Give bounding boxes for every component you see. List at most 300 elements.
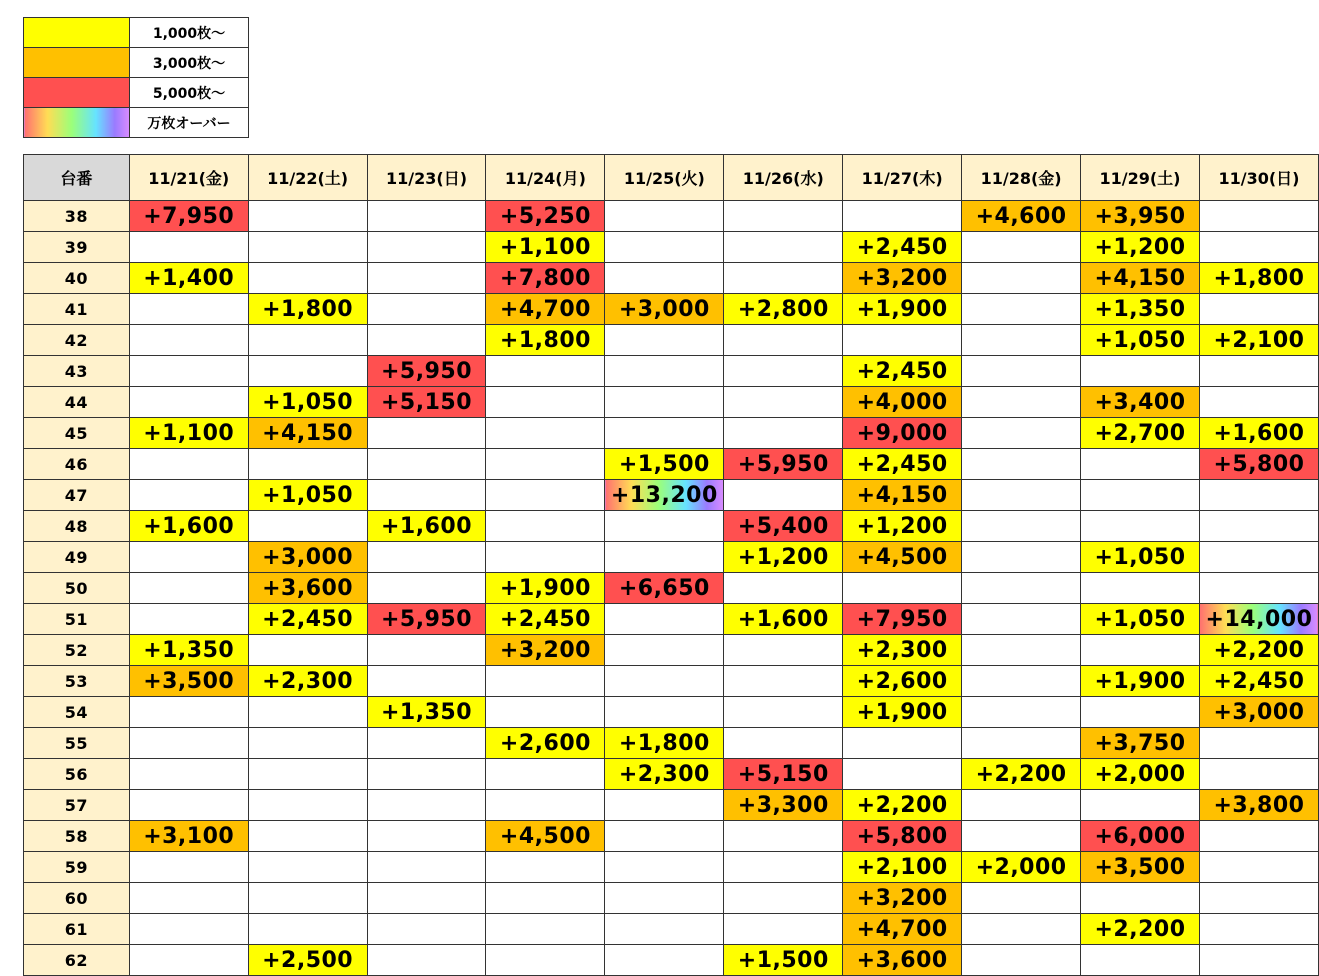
result-cell <box>367 232 486 263</box>
result-cell <box>843 325 962 356</box>
result-cell: +1,900 <box>1081 666 1200 697</box>
table-row <box>24 232 1319 263</box>
result-cell <box>724 263 843 294</box>
result-cell <box>962 883 1081 914</box>
machine-number: 40 <box>24 263 130 294</box>
result-cell <box>1081 697 1200 728</box>
result-cell <box>724 573 843 604</box>
result-cell <box>1199 511 1318 542</box>
result-cell <box>1199 356 1318 387</box>
result-cell: +3,950 <box>1081 201 1200 232</box>
result-cell <box>962 232 1081 263</box>
result-cell <box>248 759 367 790</box>
result-cell <box>724 325 843 356</box>
legend-label-5000: 5,000枚～ <box>130 78 249 108</box>
table-row <box>24 418 1319 449</box>
result-cell <box>486 387 605 418</box>
result-cell: +1,800 <box>605 728 724 759</box>
result-cell <box>605 263 724 294</box>
result-cell <box>486 914 605 945</box>
result-cell: +3,000 <box>605 294 724 325</box>
machine-number: 57 <box>24 790 130 821</box>
result-cell <box>486 666 605 697</box>
result-cell <box>605 945 724 976</box>
result-cell <box>248 232 367 263</box>
result-cell <box>367 480 486 511</box>
result-cell <box>1081 511 1200 542</box>
result-cell <box>724 387 843 418</box>
result-cell: +1,050 <box>248 480 367 511</box>
result-cell <box>962 263 1081 294</box>
result-cell <box>605 387 724 418</box>
result-cell: +1,600 <box>1199 418 1318 449</box>
result-cell: +5,150 <box>367 387 486 418</box>
result-cell: +2,600 <box>843 666 962 697</box>
result-cell: +2,450 <box>1199 666 1318 697</box>
result-cell <box>962 728 1081 759</box>
result-cell: +2,000 <box>962 852 1081 883</box>
result-cell <box>129 542 248 573</box>
result-cell <box>724 852 843 883</box>
result-cell: +1,100 <box>129 418 248 449</box>
result-cell: +1,200 <box>724 542 843 573</box>
result-cell <box>605 418 724 449</box>
date-header: 11/21(金) <box>129 155 248 201</box>
result-cell <box>724 356 843 387</box>
machine-number: 58 <box>24 821 130 852</box>
result-cell: +3,400 <box>1081 387 1200 418</box>
result-cell: +2,100 <box>1199 325 1318 356</box>
result-cell <box>724 697 843 728</box>
results-table <box>23 154 1319 976</box>
result-cell: +2,600 <box>486 728 605 759</box>
result-cell <box>248 511 367 542</box>
date-header: 11/29(土) <box>1081 155 1200 201</box>
machine-number: 38 <box>24 201 130 232</box>
result-cell <box>843 759 962 790</box>
machine-number: 51 <box>24 604 130 635</box>
result-cell <box>248 821 367 852</box>
result-cell <box>248 852 367 883</box>
result-cell <box>129 604 248 635</box>
result-cell <box>962 666 1081 697</box>
machine-number: 61 <box>24 914 130 945</box>
machine-number: 41 <box>24 294 130 325</box>
table-row <box>24 325 1319 356</box>
legend-swatch-10000 <box>24 108 130 138</box>
result-cell <box>605 852 724 883</box>
machine-number: 43 <box>24 356 130 387</box>
result-cell <box>1081 449 1200 480</box>
result-cell: +2,450 <box>486 604 605 635</box>
result-cell: +1,500 <box>605 449 724 480</box>
result-cell: +2,450 <box>843 232 962 263</box>
result-cell <box>1081 573 1200 604</box>
table-body <box>24 201 1319 976</box>
machine-number: 56 <box>24 759 130 790</box>
result-cell <box>605 821 724 852</box>
result-cell <box>605 883 724 914</box>
machine-number: 48 <box>24 511 130 542</box>
result-cell <box>486 542 605 573</box>
result-cell <box>724 480 843 511</box>
result-cell <box>129 325 248 356</box>
result-cell: +1,050 <box>1081 604 1200 635</box>
result-cell: +1,600 <box>724 604 843 635</box>
result-cell: +9,000 <box>843 418 962 449</box>
result-cell: +1,050 <box>1081 325 1200 356</box>
result-cell <box>248 790 367 821</box>
machine-number: 52 <box>24 635 130 666</box>
result-cell <box>962 542 1081 573</box>
result-cell <box>724 418 843 449</box>
result-cell <box>129 356 248 387</box>
result-cell <box>367 759 486 790</box>
result-cell: +2,200 <box>843 790 962 821</box>
result-cell: +1,350 <box>367 697 486 728</box>
result-cell <box>129 232 248 263</box>
result-cell: +3,600 <box>248 573 367 604</box>
result-cell: +2,200 <box>962 759 1081 790</box>
result-cell: +4,150 <box>843 480 962 511</box>
table-row <box>24 790 1319 821</box>
result-cell <box>129 449 248 480</box>
result-cell <box>1199 821 1318 852</box>
legend-swatch-5000 <box>24 78 130 108</box>
result-cell <box>486 852 605 883</box>
result-cell: +2,450 <box>843 356 962 387</box>
result-cell: +4,600 <box>962 201 1081 232</box>
result-cell: +3,600 <box>843 945 962 976</box>
result-cell <box>1199 852 1318 883</box>
result-cell <box>605 666 724 697</box>
result-cell: +1,050 <box>248 387 367 418</box>
result-cell <box>1199 945 1318 976</box>
result-cell <box>843 573 962 604</box>
table-row <box>24 852 1319 883</box>
result-cell <box>367 666 486 697</box>
result-cell: +4,500 <box>486 821 605 852</box>
result-cell <box>605 790 724 821</box>
result-cell <box>486 356 605 387</box>
result-cell <box>962 821 1081 852</box>
result-cell <box>1081 356 1200 387</box>
machine-number: 60 <box>24 883 130 914</box>
table-row <box>24 697 1319 728</box>
result-cell <box>962 449 1081 480</box>
result-cell <box>724 728 843 759</box>
result-cell <box>248 201 367 232</box>
result-cell <box>962 914 1081 945</box>
result-cell <box>1199 387 1318 418</box>
result-cell: +1,500 <box>724 945 843 976</box>
result-cell: +1,100 <box>486 232 605 263</box>
result-cell <box>962 573 1081 604</box>
result-cell <box>486 790 605 821</box>
date-header: 11/22(土) <box>248 155 367 201</box>
result-cell <box>367 790 486 821</box>
header-row <box>24 155 1319 201</box>
result-cell <box>367 728 486 759</box>
result-cell: +1,900 <box>843 294 962 325</box>
result-cell <box>129 728 248 759</box>
date-header: 11/24(月) <box>486 155 605 201</box>
result-cell <box>129 790 248 821</box>
table-row <box>24 387 1319 418</box>
result-cell <box>962 945 1081 976</box>
result-cell <box>605 511 724 542</box>
result-cell: +14,000 <box>1199 604 1318 635</box>
legend-table <box>23 17 249 138</box>
date-header: 11/28(金) <box>962 155 1081 201</box>
legend-row <box>24 108 249 138</box>
result-cell <box>1199 759 1318 790</box>
result-cell <box>1199 480 1318 511</box>
result-cell <box>962 294 1081 325</box>
table-row <box>24 294 1319 325</box>
result-cell <box>605 697 724 728</box>
result-cell <box>367 263 486 294</box>
legend-swatch-1000 <box>24 18 130 48</box>
machine-number: 53 <box>24 666 130 697</box>
result-cell <box>724 201 843 232</box>
result-cell <box>129 294 248 325</box>
result-cell: +5,400 <box>724 511 843 542</box>
table-row <box>24 263 1319 294</box>
machine-number: 42 <box>24 325 130 356</box>
result-cell: +1,600 <box>367 511 486 542</box>
result-cell: +2,200 <box>1081 914 1200 945</box>
machine-number: 49 <box>24 542 130 573</box>
result-cell: +3,750 <box>1081 728 1200 759</box>
result-cell: +5,950 <box>367 604 486 635</box>
result-cell <box>367 914 486 945</box>
result-cell: +3,300 <box>724 790 843 821</box>
result-cell: +1,800 <box>248 294 367 325</box>
result-cell: +2,450 <box>248 604 367 635</box>
table-row <box>24 480 1319 511</box>
table-row <box>24 449 1319 480</box>
date-header: 11/23(日) <box>367 155 486 201</box>
result-cell: +5,800 <box>1199 449 1318 480</box>
table-row <box>24 666 1319 697</box>
result-cell <box>129 573 248 604</box>
legend-row <box>24 78 249 108</box>
result-cell <box>486 883 605 914</box>
result-cell <box>605 635 724 666</box>
result-cell <box>1199 232 1318 263</box>
result-cell: +2,300 <box>605 759 724 790</box>
result-cell <box>248 449 367 480</box>
result-cell <box>486 449 605 480</box>
result-cell <box>724 666 843 697</box>
table-row <box>24 728 1319 759</box>
result-cell: +5,250 <box>486 201 605 232</box>
result-cell <box>129 480 248 511</box>
result-cell: +3,500 <box>129 666 248 697</box>
result-cell <box>1199 294 1318 325</box>
machine-number: 39 <box>24 232 130 263</box>
result-cell: +1,350 <box>1081 294 1200 325</box>
result-cell <box>1199 542 1318 573</box>
result-cell <box>1199 728 1318 759</box>
result-cell <box>367 573 486 604</box>
result-cell <box>248 728 367 759</box>
result-cell <box>1081 883 1200 914</box>
result-cell <box>962 480 1081 511</box>
result-cell: +1,900 <box>486 573 605 604</box>
result-cell <box>1081 945 1200 976</box>
table-row <box>24 883 1319 914</box>
legend-swatch-3000 <box>24 48 130 78</box>
result-cell <box>129 852 248 883</box>
result-cell <box>962 511 1081 542</box>
result-cell <box>129 914 248 945</box>
result-cell <box>486 759 605 790</box>
result-cell <box>367 201 486 232</box>
table-row <box>24 604 1319 635</box>
result-cell <box>1081 480 1200 511</box>
result-cell: +2,200 <box>1199 635 1318 666</box>
machine-number: 46 <box>24 449 130 480</box>
result-cell <box>962 325 1081 356</box>
result-cell: +4,500 <box>843 542 962 573</box>
result-cell: +1,800 <box>486 325 605 356</box>
result-cell <box>486 418 605 449</box>
result-cell <box>248 697 367 728</box>
result-cell <box>248 635 367 666</box>
machine-number: 54 <box>24 697 130 728</box>
result-cell: +5,150 <box>724 759 843 790</box>
result-cell <box>248 356 367 387</box>
legend-row <box>24 18 249 48</box>
result-cell: +2,450 <box>843 449 962 480</box>
date-header: 11/25(火) <box>605 155 724 201</box>
result-cell <box>605 325 724 356</box>
result-cell: +6,000 <box>1081 821 1200 852</box>
result-cell <box>367 883 486 914</box>
date-header: 11/26(水) <box>724 155 843 201</box>
machine-number: 44 <box>24 387 130 418</box>
machine-number: 55 <box>24 728 130 759</box>
result-cell <box>962 356 1081 387</box>
result-cell <box>367 325 486 356</box>
result-cell: +2,700 <box>1081 418 1200 449</box>
result-cell: +7,800 <box>486 263 605 294</box>
table-row <box>24 635 1319 666</box>
result-cell <box>962 387 1081 418</box>
table-row <box>24 573 1319 604</box>
result-cell: +1,900 <box>843 697 962 728</box>
result-cell <box>129 883 248 914</box>
result-cell: +2,300 <box>843 635 962 666</box>
result-cell <box>605 232 724 263</box>
result-cell: +3,000 <box>248 542 367 573</box>
result-cell: +1,800 <box>1199 263 1318 294</box>
result-cell: +7,950 <box>129 201 248 232</box>
result-cell: +1,400 <box>129 263 248 294</box>
result-cell: +3,100 <box>129 821 248 852</box>
machine-number: 45 <box>24 418 130 449</box>
result-cell <box>129 697 248 728</box>
table-row <box>24 511 1319 542</box>
result-cell <box>605 542 724 573</box>
result-cell <box>367 635 486 666</box>
result-cell: +4,000 <box>843 387 962 418</box>
result-cell <box>605 356 724 387</box>
result-cell: +5,800 <box>843 821 962 852</box>
machine-number: 62 <box>24 945 130 976</box>
machine-number-header: 台番 <box>24 155 130 201</box>
result-cell <box>367 821 486 852</box>
result-cell <box>129 945 248 976</box>
result-cell <box>605 914 724 945</box>
result-cell: +7,950 <box>843 604 962 635</box>
result-cell: +1,200 <box>843 511 962 542</box>
result-cell <box>605 604 724 635</box>
legend-row <box>24 48 249 78</box>
machine-number: 47 <box>24 480 130 511</box>
legend-label-10000: 万枚オーバー <box>130 108 249 138</box>
result-cell: +4,150 <box>1081 263 1200 294</box>
result-cell: +3,500 <box>1081 852 1200 883</box>
result-cell <box>962 604 1081 635</box>
result-cell <box>1199 201 1318 232</box>
result-cell <box>1081 790 1200 821</box>
result-cell <box>1199 573 1318 604</box>
result-cell <box>724 821 843 852</box>
result-cell: +2,100 <box>843 852 962 883</box>
result-cell: +2,800 <box>724 294 843 325</box>
result-cell: +1,200 <box>1081 232 1200 263</box>
result-cell <box>367 852 486 883</box>
result-cell <box>486 697 605 728</box>
result-cell <box>843 201 962 232</box>
result-cell: +2,500 <box>248 945 367 976</box>
table-row <box>24 542 1319 573</box>
table-row <box>24 914 1319 945</box>
result-cell <box>367 449 486 480</box>
result-cell <box>248 914 367 945</box>
result-cell <box>367 418 486 449</box>
result-cell: +5,950 <box>367 356 486 387</box>
table-row <box>24 201 1319 232</box>
result-cell: +2,300 <box>248 666 367 697</box>
result-cell <box>1081 635 1200 666</box>
result-cell: +3,200 <box>486 635 605 666</box>
table-row <box>24 759 1319 790</box>
result-cell <box>486 480 605 511</box>
result-cell: +4,700 <box>843 914 962 945</box>
result-cell: +2,000 <box>1081 759 1200 790</box>
result-cell <box>724 232 843 263</box>
result-cell <box>962 697 1081 728</box>
result-cell <box>248 325 367 356</box>
result-cell: +6,650 <box>605 573 724 604</box>
result-cell: +13,200 <box>605 480 724 511</box>
machine-number: 59 <box>24 852 130 883</box>
result-cell <box>248 883 367 914</box>
result-cell <box>724 883 843 914</box>
result-cell <box>962 635 1081 666</box>
result-cell <box>843 728 962 759</box>
result-cell: +5,950 <box>724 449 843 480</box>
result-cell <box>605 201 724 232</box>
result-cell <box>1199 883 1318 914</box>
result-cell: +4,150 <box>248 418 367 449</box>
table-row <box>24 356 1319 387</box>
result-cell <box>724 914 843 945</box>
